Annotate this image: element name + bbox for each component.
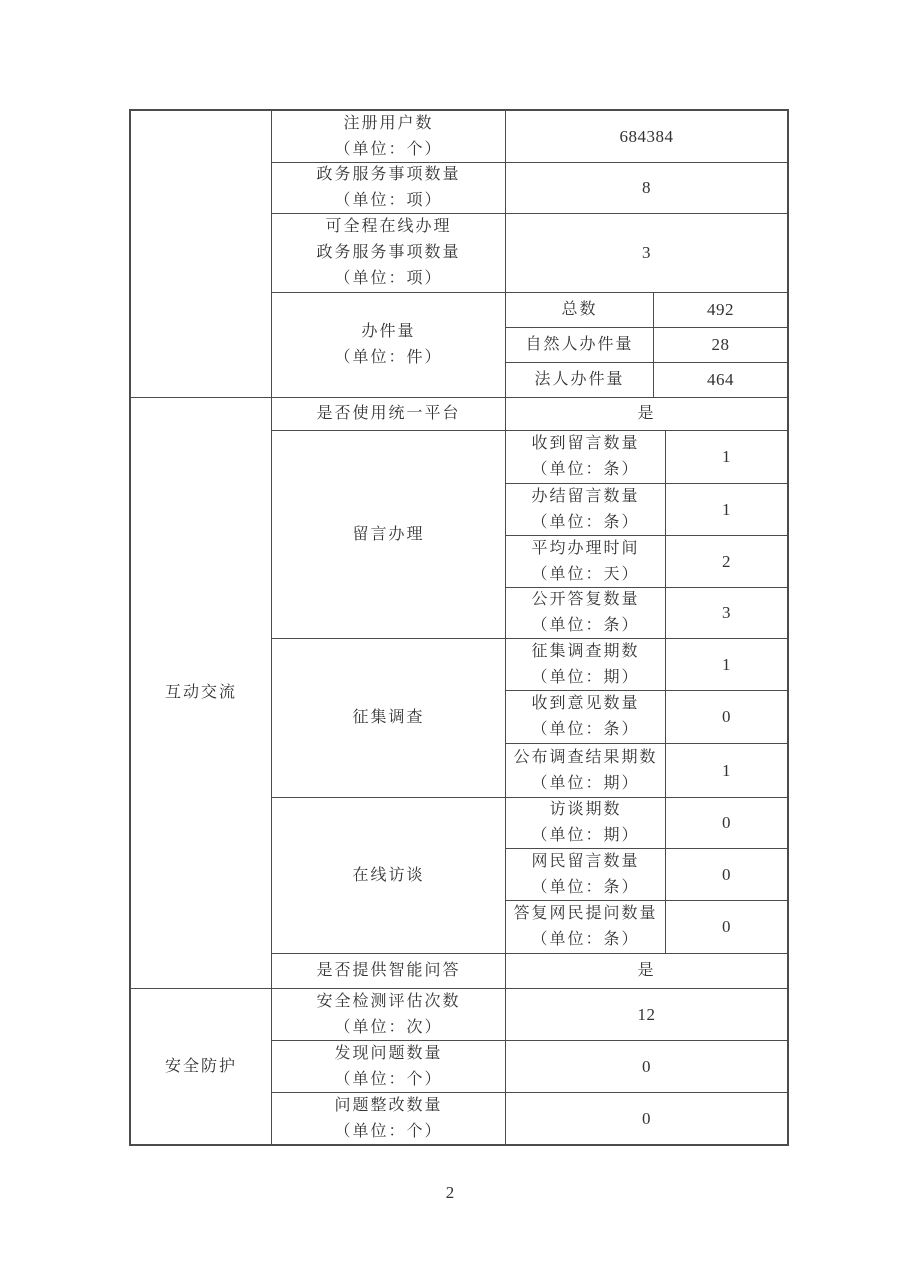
sub-label-opinions-received: [506, 691, 666, 744]
value-messages-received: 1: [666, 431, 787, 484]
row-label-online-service-items: [272, 214, 506, 293]
row-label-security-assessments: [272, 989, 506, 1041]
section-label-interaction: [131, 398, 272, 989]
unit-line: （单位：期）: [531, 668, 640, 686]
page-number: 2: [445, 1183, 455, 1202]
row-label-smart-qa: 是否提供智能问答: [272, 954, 506, 989]
row-label-case-volume: [272, 293, 506, 398]
unit-line: （单位：条）: [531, 721, 640, 738]
section-label-text: 互动交流: [164, 684, 237, 701]
label-line: 征集调查期数: [531, 642, 640, 660]
value-natural-person: 28: [654, 328, 787, 363]
value-netizen-messages: 0: [666, 849, 787, 901]
value-smart-qa: 是: [506, 954, 787, 989]
sub-label-avg-handling-time: [506, 536, 666, 588]
label-line: 收到留言数量: [531, 435, 640, 452]
row-label-unified-platform: 是否使用统一平台: [272, 398, 506, 431]
value-service-items: 8: [506, 163, 787, 214]
row-label-problems-found: [272, 1041, 506, 1093]
unit-line: （单位：个）: [334, 1070, 443, 1088]
label-line: 平均办理时间: [531, 539, 640, 557]
unit-line: （单位：件）: [334, 349, 443, 366]
sub-label-survey-periods: [506, 639, 666, 691]
unit-line: （单位：期）: [531, 774, 640, 792]
label-line: 政务服务事项数量: [316, 166, 461, 183]
value-registered-users: 684384: [506, 111, 787, 163]
label-line: 安全检测评估次数: [316, 992, 461, 1010]
unit-line: （单位：条）: [531, 461, 640, 478]
report-table: [129, 109, 789, 1146]
sub-label-messages-resolved: [506, 484, 666, 536]
unit-line: （单位：期）: [531, 827, 640, 844]
label-line: 办结留言数量: [531, 487, 640, 505]
unit-line: （单位：条）: [531, 513, 640, 531]
unit-line: （单位：个）: [334, 1122, 443, 1140]
value-messages-resolved: 1: [666, 484, 787, 536]
value-opinions-received: 0: [666, 691, 787, 744]
sub-label-results-published: [506, 744, 666, 798]
label-line: 答复网民提问数量: [513, 905, 658, 922]
unit-line: （单位：项）: [334, 270, 443, 287]
group-label-survey: 征集调查: [272, 639, 506, 798]
sub-label-interview-periods: [506, 798, 666, 849]
value-legal-person: 464: [654, 363, 787, 398]
label-line: 政务服务事项数量: [316, 244, 461, 261]
value-public-replies: 3: [666, 588, 787, 639]
unit-line: （单位：条）: [531, 617, 640, 634]
group-label-message-handling: 留言办理: [272, 431, 506, 639]
label-line: 收到意见数量: [531, 695, 640, 712]
value-online-service-items: 3: [506, 214, 787, 293]
sub-label-total: 总数: [506, 293, 654, 328]
unit-line: （单位：条）: [531, 878, 640, 896]
label-line: 访谈期数: [549, 801, 622, 818]
row-label-registered-users: [272, 111, 506, 163]
value-avg-handling-time: 2: [666, 536, 787, 588]
value-problems-found: 0: [506, 1041, 787, 1093]
unit-line: （单位：个）: [334, 140, 443, 158]
label-line: 办件量: [361, 323, 416, 340]
value-unified-platform: 是: [506, 398, 787, 431]
section-cell-continued-empty: [131, 111, 272, 398]
unit-line: （单位：天）: [531, 565, 640, 583]
section-label-security: [131, 989, 272, 1144]
label-line: 公开答复数量: [531, 591, 640, 608]
unit-line: （单位：次）: [334, 1018, 443, 1036]
unit-line: （单位：项）: [334, 192, 443, 209]
label-line: 发现问题数量: [334, 1044, 443, 1062]
sub-label-legal-person: 法人办件量: [506, 363, 654, 398]
sub-label-natural-person: 自然人办件量: [506, 328, 654, 363]
value-security-assessments: 12: [506, 989, 787, 1041]
sub-label-netizen-messages: [506, 849, 666, 901]
label-line: 网民留言数量: [531, 852, 640, 870]
label-line: 可全程在线办理: [325, 218, 452, 235]
group-label-online-interview: 在线访谈: [272, 798, 506, 954]
value-survey-periods: 1: [666, 639, 787, 691]
label-line: 公布调查结果期数: [513, 748, 658, 766]
value-problems-rectified: 0: [642, 1108, 651, 1128]
value-total: 492: [654, 293, 787, 328]
sub-label-questions-answered: [506, 901, 666, 954]
value-interview-periods: 0: [666, 798, 787, 849]
label-line: 注册用户数: [343, 114, 434, 132]
row-label-problems-rectified: [272, 1093, 506, 1144]
label-line: 问题整改数量: [334, 1096, 443, 1114]
sub-label-messages-received: [506, 431, 666, 484]
value-results-published: 1: [666, 744, 787, 798]
report-table-grid: [131, 111, 787, 1144]
sub-label-public-replies: [506, 588, 666, 639]
value-questions-answered: 0: [666, 901, 787, 954]
section-label-text: 安全防护: [164, 1057, 237, 1075]
unit-line: （单位：条）: [531, 931, 640, 948]
row-label-service-items: [272, 163, 506, 214]
